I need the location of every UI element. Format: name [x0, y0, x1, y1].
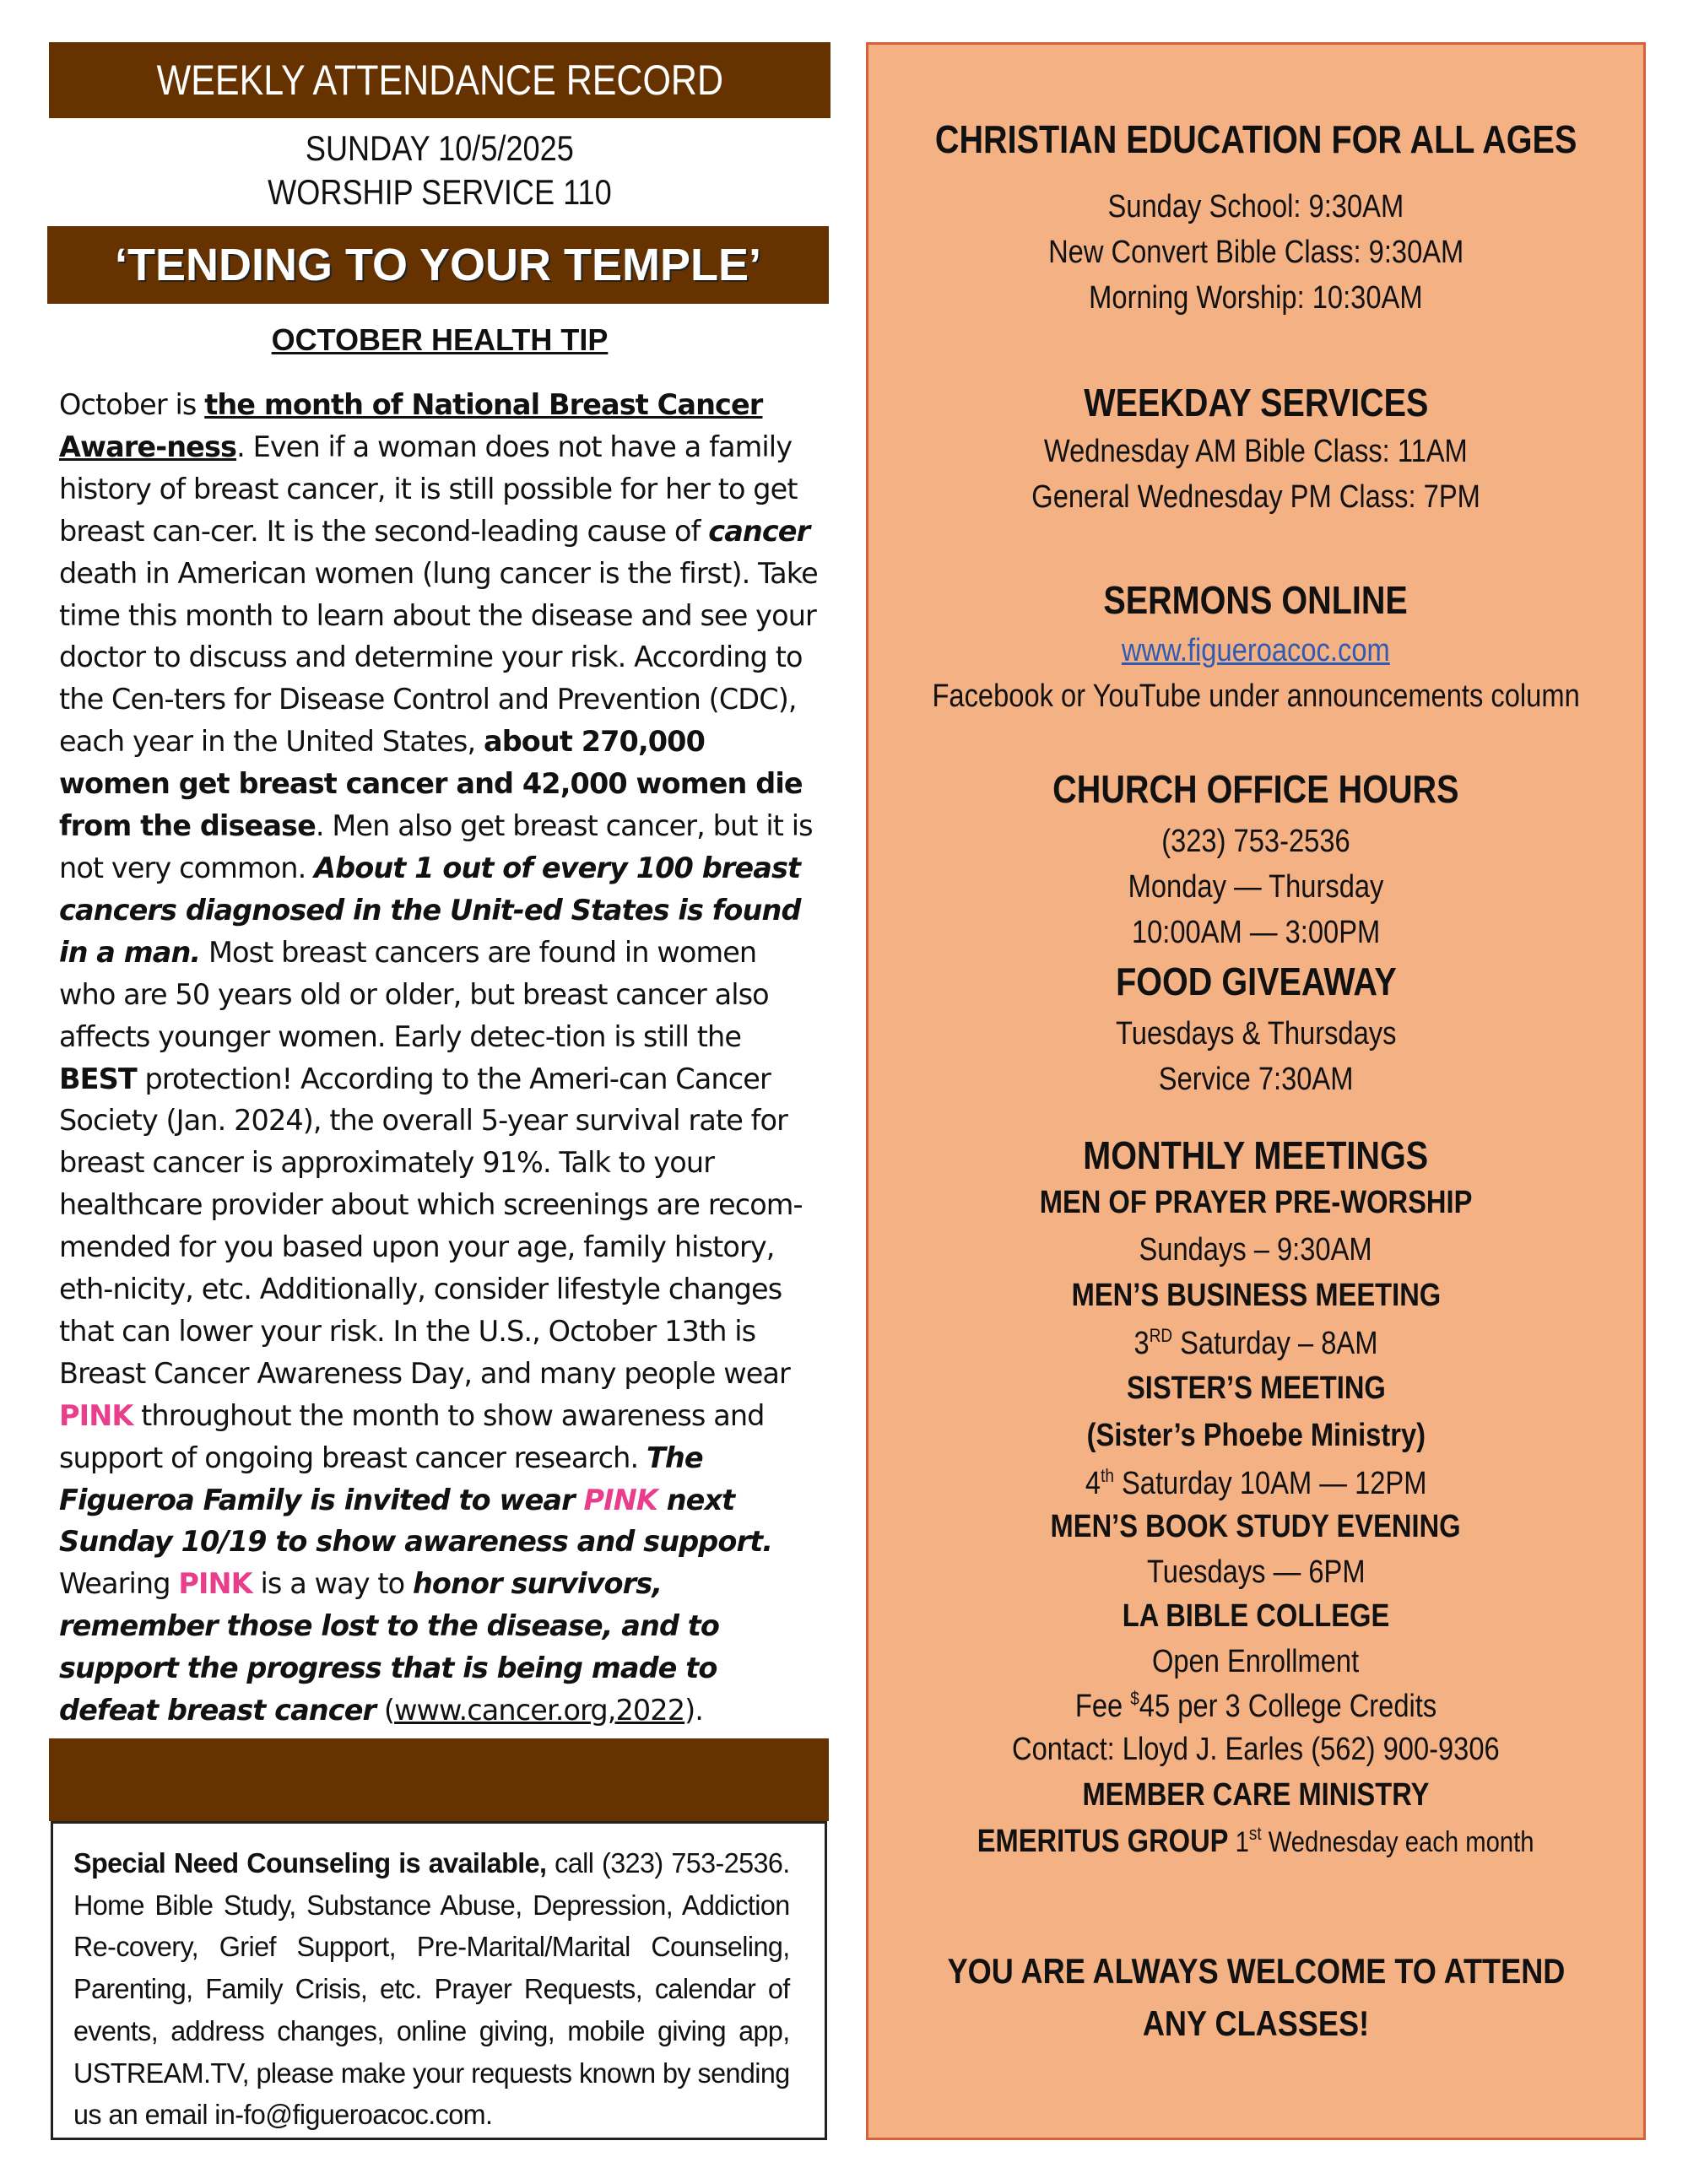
sermons-note-line [866, 678, 1646, 715]
office-time-line [866, 915, 1646, 951]
food-time: Service 7:30AM [1158, 1062, 1354, 1097]
tip-text: protection! According to the Ameri-can Cancer Society (Jan. 2024), the overall 5-year survival rate for breast cancer is approximately 91%. Talk to your healthcare provider about which screenings are recom-mended for you based upon your age, family history, eth-nicity, etc. Additionally, consider lifestyle changes that can lower your risk. In the U.S., October 13th is Breast Cancer Awareness Day, and many people wear [59, 1062, 803, 1390]
tip-emphasis: next Sunday 10/19 to show awareness and support. [59, 1483, 773, 1559]
ordinal-suffix: th [1100, 1465, 1114, 1486]
tip-text: October is [59, 388, 205, 421]
tip-text: Wearing [59, 1567, 179, 1601]
health-tip-heading: OCTOBER HEALTH TIP [271, 322, 609, 357]
attendance-record-banner [49, 42, 830, 118]
member-care-title: MEMBER CARE MINISTRY [1082, 1777, 1430, 1813]
ordinal-number: 4 [1085, 1466, 1101, 1501]
bible-college-contact: Contact: Lloyd J. Earles (562) 900-9306 [1012, 1732, 1500, 1767]
sisters-meeting-subtitle: (Sister’s Phoebe Ministry) [1086, 1418, 1426, 1453]
men-of-prayer-title: MEN OF PRAYER PRE-WORSHIP [1039, 1185, 1473, 1220]
tip-text: . Men also get breast cancer, but it is not very common. [59, 809, 813, 884]
sermons-note: Facebook or YouTube under announcements column [932, 678, 1580, 714]
food-days-line [866, 1016, 1646, 1052]
office-phone-line [866, 824, 1646, 860]
office-days-line [866, 869, 1646, 905]
tip-text: is a way to [252, 1567, 413, 1601]
tip-emphasis: BEST [59, 1062, 137, 1095]
tip-emphasis: honor survivors, remember those lost to the disease, and to support the progress that is being made to defeat breast cancer [59, 1567, 720, 1727]
sunday-school-time: Sunday School: 9:30AM [1107, 189, 1404, 224]
wednesday-am-class: Wednesday AM Bible Class: 11AM [1044, 434, 1468, 469]
ordinal-number: 3 [1133, 1326, 1150, 1361]
tip-text: ( [376, 1694, 395, 1727]
tip-text: death in American women (lung cancer is the first). Take time this month to learn about the disease and see your doctor to discuss and determine your risk. According to the Cen-ters for Disease Control and Prevention (CDC), each year in the United States, [59, 556, 818, 759]
meeting-time [866, 1325, 1646, 1362]
tip-emphasis: cancer [708, 514, 810, 548]
office-time: 10:00AM — 3:00PM [1131, 915, 1381, 950]
tip-emphasis: The Figueroa Family is invited to wear [59, 1441, 703, 1516]
counseling-body: call (323) 753-2536. Home Bible Study, Substance Abuse, Depression, Addiction Re-covery, Grief Support, Pre-Marital/Marital Counseling, Parenting, Family Crisis, etc. Prayer Requests, calendar of events, address changes, online giving, mobile giving app, USTREAM.TV, please make your requests known by sending us an email in-fo@figueroacoc.com. [73, 1847, 790, 2131]
fee-label: Fee [1074, 1689, 1131, 1724]
worship-count [49, 172, 830, 213]
meeting-time [866, 1644, 1646, 1680]
business-meeting-time [1134, 1325, 1378, 1362]
office-days: Monday — Thursday [1128, 869, 1384, 905]
book-study-title: MEN’S BOOK STUDY EVENING [1050, 1509, 1462, 1544]
education-line [866, 189, 1646, 225]
bible-college-enrollment: Open Enrollment [1152, 1644, 1360, 1679]
tip-emphasis: About 1 out of every 100 breast cancers diagnosed in the Unit-ed States is found in a man. [59, 851, 801, 969]
welcome-line [866, 1951, 1646, 1992]
wednesday-pm-class: General Wednesday PM Class: 7PM [1031, 479, 1480, 515]
tip-text: . Even if a woman does not have a family history of breast cancer, it is still possible for her to get breast can-cer. It is the second-leading cause of [59, 430, 798, 548]
sermons-heading [866, 577, 1646, 623]
meeting-title [866, 1598, 1646, 1635]
sermons-heading-text: SERMONS ONLINE [1103, 578, 1409, 622]
counseling-lead: Special Need Counseling is available, [73, 1847, 547, 1879]
meeting-time [866, 1465, 1646, 1502]
food-time-line [866, 1062, 1646, 1098]
sisters-meeting-time [1085, 1465, 1427, 1502]
education-heading-text: CHRISTIAN EDUCATION FOR ALL AGES [934, 117, 1577, 161]
worship-count-text: WORSHIP SERVICE 110 [268, 172, 612, 212]
meeting-title [866, 1777, 1646, 1814]
tip-source-link[interactable]: www.cancer.org,2022 [394, 1694, 685, 1727]
sermons-website-link[interactable]: www.figueroacoc.com [1122, 633, 1390, 668]
meeting-time [866, 1732, 1646, 1768]
emeritus-title: EMERITUS GROUP [977, 1824, 1229, 1859]
attendance-record-title: WEEKLY ATTENDANCE RECORD [156, 57, 723, 104]
food-giveaway-heading-text: FOOD GIVEAWAY [1115, 960, 1397, 1003]
education-heading [866, 116, 1646, 162]
welcome-line [866, 2003, 1646, 2044]
welcome-text-2: ANY CLASSES! [1142, 2003, 1370, 2043]
sermons-link-line [866, 633, 1646, 669]
theme-banner [47, 226, 829, 304]
meeting-time [866, 1688, 1646, 1725]
tip-statistic: about 270,000 women get breast cancer and 42,000 women die from the disease [59, 725, 803, 843]
meeting-title [866, 1185, 1646, 1221]
fee-amount: 45 per 3 College Credits [1139, 1689, 1437, 1724]
meeting-day-time: Saturday – 8AM [1172, 1326, 1378, 1361]
sunday-date [49, 128, 830, 169]
ordinal-number: 1 [1228, 1826, 1250, 1858]
food-giveaway-heading [866, 959, 1646, 1004]
emeritus-schedule: Wednesday each month [1261, 1826, 1534, 1858]
education-line [866, 280, 1646, 316]
office-phone: (323) 753-2536 [1161, 824, 1350, 859]
emeritus-line [977, 1823, 1534, 1860]
book-study-time: Tuesdays — 6PM [1146, 1554, 1366, 1590]
counseling-box [51, 1821, 827, 2140]
bible-college-title: LA BIBLE COLLEGE [1122, 1598, 1390, 1634]
weekday-line [866, 434, 1646, 470]
monthly-meetings-heading-text: MONTHLY MEETINGS [1083, 1133, 1429, 1177]
meeting-day-time: Saturday 10AM — 12PM [1113, 1466, 1427, 1501]
sunday-date-text: SUNDAY 10/5/2025 [306, 128, 574, 168]
weekday-line [866, 479, 1646, 516]
meeting-title [866, 1823, 1646, 1860]
tip-text: ). [684, 1694, 704, 1727]
monthly-meetings-heading [866, 1133, 1646, 1178]
meeting-subtitle [866, 1418, 1646, 1454]
food-days: Tuesdays & Thursdays [1115, 1016, 1397, 1051]
meeting-title [866, 1509, 1646, 1545]
meeting-time [866, 1232, 1646, 1268]
meeting-title [866, 1370, 1646, 1407]
weekday-heading [866, 380, 1646, 425]
business-meeting-title: MEN’S BUSINESS MEETING [1071, 1278, 1441, 1313]
health-tip-body [59, 384, 819, 1816]
currency-sign: $ [1130, 1688, 1139, 1709]
counseling-banner [49, 1738, 829, 1821]
tip-awareness-month: the month of National Breast Cancer Aware-ness [59, 388, 763, 463]
office-hours-heading [866, 766, 1646, 812]
morning-worship-time: Morning Worship: 10:30AM [1089, 280, 1423, 316]
ordinal-suffix: st [1249, 1823, 1262, 1844]
education-line [866, 235, 1646, 271]
tip-text: throughout the month to show awareness and support of ongoing breast cancer research. [59, 1398, 765, 1474]
sisters-meeting-title: SISTER’S MEETING [1126, 1370, 1386, 1406]
welcome-text-1: YOU ARE ALWAYS WELCOME TO ATTEND [947, 1951, 1565, 1991]
office-hours-heading-text: CHURCH OFFICE HOURS [1052, 767, 1459, 811]
bible-college-fee [1075, 1688, 1436, 1725]
meeting-time [866, 1554, 1646, 1591]
ordinal-suffix: RD [1149, 1325, 1173, 1346]
weekday-heading-text: WEEKDAY SERVICES [1083, 381, 1429, 424]
tip-pink: PINK [59, 1398, 133, 1432]
tip-text: Most breast cancers are found in women who are 50 years old or older, but breast cancer also affects younger women. Early detec-tion is still the [59, 935, 769, 1053]
tip-pink: PINK [583, 1483, 657, 1516]
meeting-title [866, 1278, 1646, 1314]
new-convert-class-time: New Convert Bible Class: 9:30AM [1047, 235, 1464, 270]
men-of-prayer-time: Sundays – 9:30AM [1139, 1232, 1373, 1268]
theme-title: ‘TENDING TO YOUR TEMPLE’ [114, 240, 762, 290]
tip-pink: PINK [178, 1567, 252, 1601]
